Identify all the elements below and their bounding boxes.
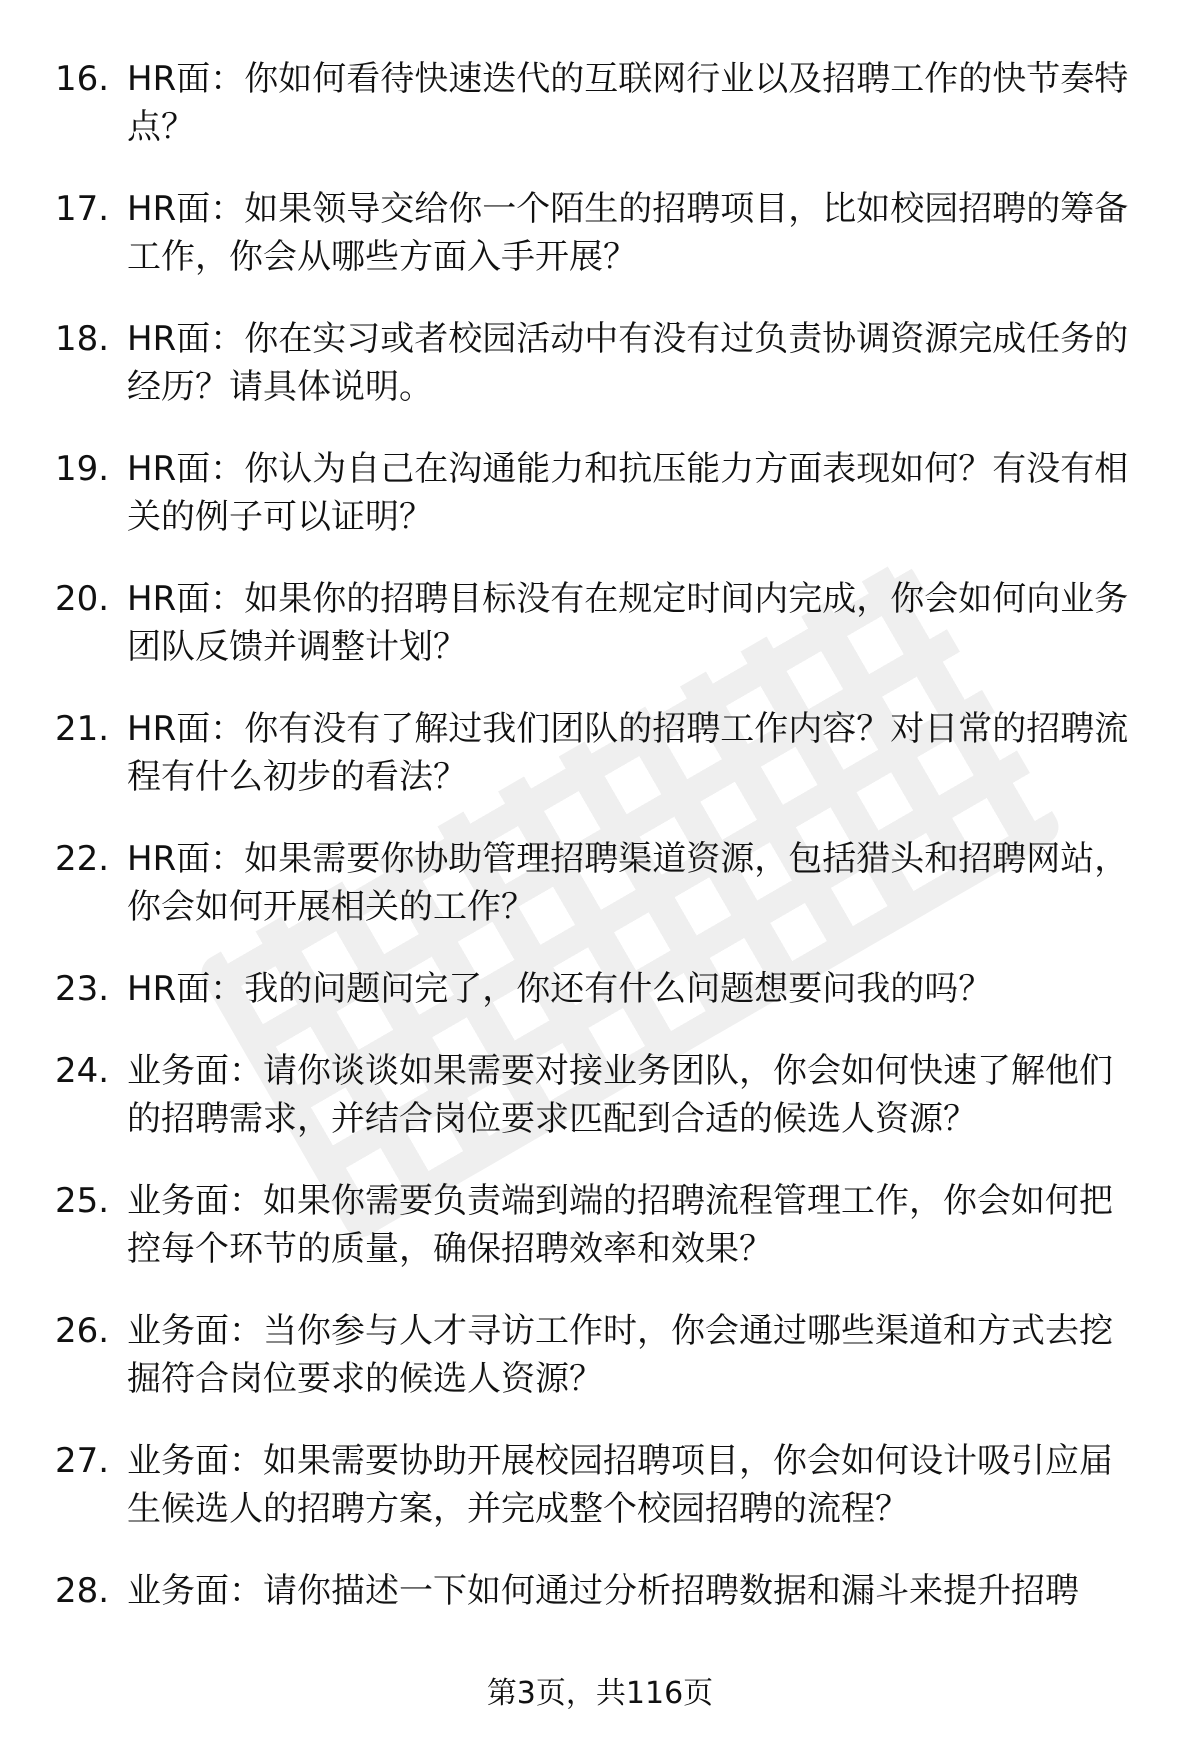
question-number: 19. bbox=[55, 449, 110, 489]
list-item bbox=[55, 1177, 1145, 1273]
question-text: 业务面：请你谈谈如果需要对接业务团队，你会如何快速了解他们的招聘需求，并结合岗位要求匹配到合适的候选人资源？ bbox=[127, 1051, 1113, 1139]
question-number: 22. bbox=[55, 839, 110, 879]
question-number: 28. bbox=[55, 1571, 110, 1611]
question-text: 业务面：请你描述一下如何通过分析招聘数据和漏斗来提升招聘 bbox=[127, 1571, 1079, 1611]
list-item bbox=[55, 315, 1145, 411]
page-number-footer: 第3页，共116页 bbox=[486, 1676, 714, 1711]
question-text: HR面：如果你的招聘目标没有在规定时间内完成，你会如何向业务团队反馈并调整计划？ bbox=[127, 579, 1129, 667]
question-number: 17. bbox=[55, 189, 110, 229]
question-text: HR面：你认为自己在沟通能力和抗压能力方面表现如何？有没有相关的例子可以证明？ bbox=[127, 449, 1129, 537]
list-item bbox=[55, 445, 1145, 541]
question-text: 业务面：如果需要协助开展校园招聘项目，你会如何设计吸引应届生候选人的招聘方案，并完成整个校园招聘的流程？ bbox=[127, 1441, 1113, 1529]
list-item bbox=[55, 55, 1145, 151]
list-item bbox=[55, 1567, 1145, 1615]
list-item bbox=[55, 1047, 1145, 1143]
question-number: 18. bbox=[55, 319, 110, 359]
question-text: 业务面：当你参与人才寻访工作时，你会通过哪些渠道和方式去挖掘符合岗位要求的候选人资源？ bbox=[127, 1311, 1113, 1399]
list-item bbox=[55, 1437, 1145, 1533]
question-number: 23. bbox=[55, 969, 110, 1009]
question-number: 16. bbox=[55, 59, 110, 99]
list-item bbox=[55, 965, 1145, 1013]
question-number: 24. bbox=[55, 1051, 110, 1091]
question-text: HR面：你在实习或者校园活动中有没有过负责协调资源完成任务的经历？请具体说明。 bbox=[127, 319, 1129, 407]
list-item bbox=[55, 705, 1145, 801]
question-number: 27. bbox=[55, 1441, 110, 1481]
question-text: 业务面：如果你需要负责端到端的招聘流程管理工作，你会如何把控每个环节的质量，确保招聘效率和效果？ bbox=[127, 1181, 1113, 1269]
question-number: 20. bbox=[55, 579, 110, 619]
question-number: 26. bbox=[55, 1311, 110, 1351]
question-text: HR面：你如何看待快速迭代的互联网行业以及招聘工作的快节奏特点？ bbox=[127, 59, 1129, 147]
question-text: HR面：我的问题问完了，你还有什么问题想要问我的吗？ bbox=[127, 969, 993, 1009]
question-number: 25. bbox=[55, 1181, 110, 1221]
question-text: HR面：如果需要你协助管理招聘渠道资源，包括猎头和招聘网站，你会如何开展相关的工作？ bbox=[127, 839, 1129, 927]
list-item bbox=[55, 835, 1145, 931]
list-item bbox=[55, 1307, 1145, 1403]
question-number: 21. bbox=[55, 709, 110, 749]
question-text: HR面：你有没有了解过我们团队的招聘工作内容？对日常的招聘流程有什么初步的看法？ bbox=[127, 709, 1129, 797]
question-text: HR面：如果领导交给你一个陌生的招聘项目，比如校园招聘的筹备工作，你会从哪些方面入手开展？ bbox=[127, 189, 1129, 277]
list-item bbox=[55, 185, 1145, 281]
question-list bbox=[55, 55, 1145, 1649]
list-item bbox=[55, 575, 1145, 671]
